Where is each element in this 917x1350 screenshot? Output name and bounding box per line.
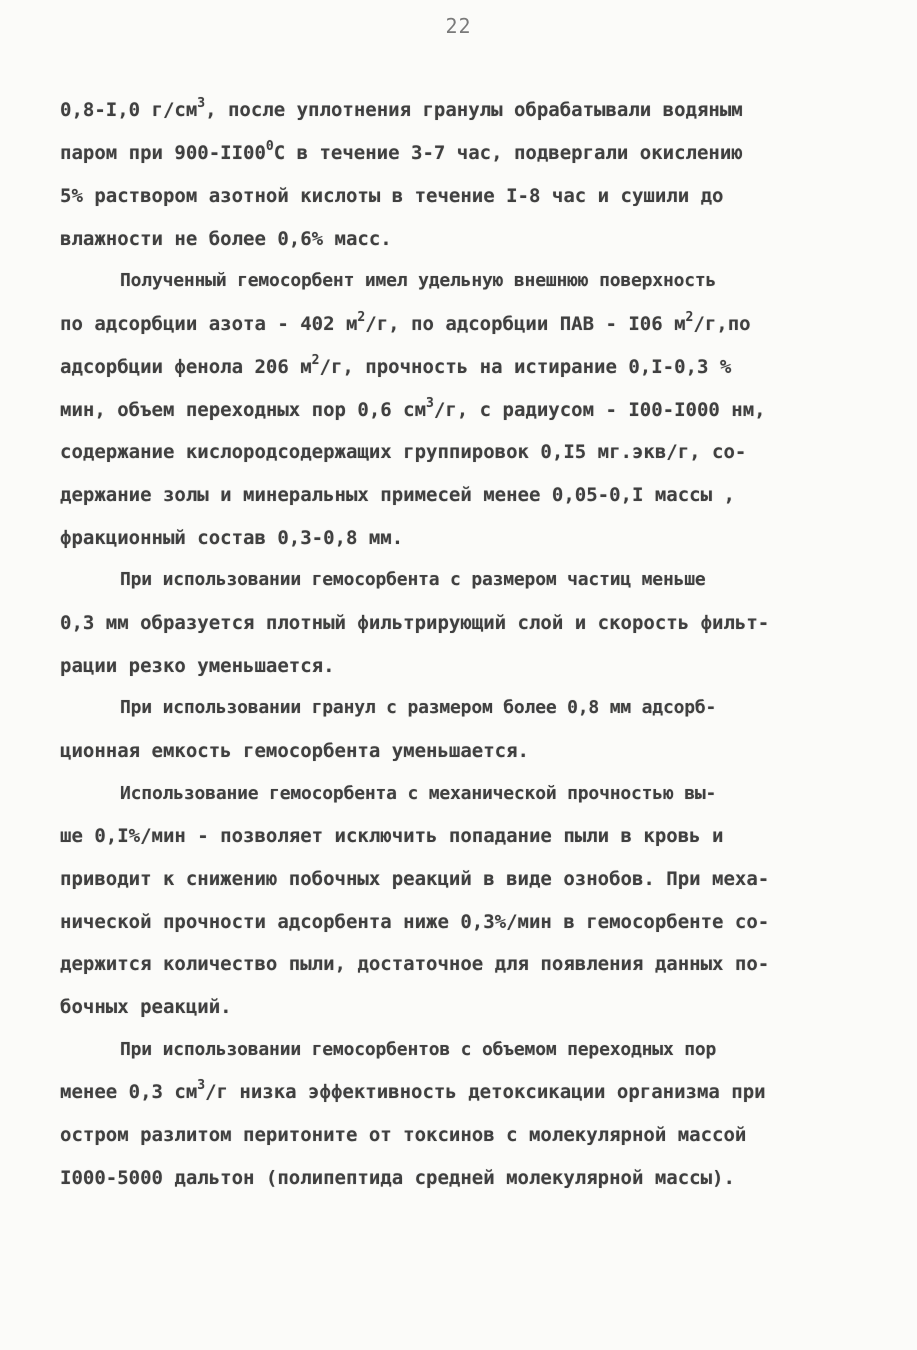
text-line: 5% раствором азотной кислоты в течение I-8 час и сушили до: [60, 185, 724, 207]
text-line: фракционный состав 0,3-0,8 мм.: [60, 527, 404, 549]
text-line: При использовании гемосорбента с размером частиц меньше: [120, 569, 706, 590]
text-line: паром при $900-II00^0С$ в течение 3-7 час, подвергали окислению: [60, 138, 743, 164]
text-line: Использование гемосорбента с механической прочностью вы-: [120, 783, 717, 804]
text-line: 0,8-I,0 $г/см^3$, после уплотнения гранулы обрабатывали водяным: [60, 95, 743, 121]
text-line: бочных реакций.: [60, 996, 232, 1018]
text-line: При использовании гемосорбентов с объемом переходных пор: [120, 1039, 717, 1060]
text-line: ционная емкость гемосорбента уменьшается.: [60, 740, 529, 762]
text-line: 0,3 мм образуется плотный фильтрирующий слой и скорость фильт-: [60, 612, 770, 634]
text-line: При использовании гранул с размером более 0,8 мм адсорб-: [120, 697, 717, 718]
text-line: по адсорбции азота - 402 $м^2/г$, по адсорбции ПАВ - I06 $м^2/г,по$: [60, 309, 751, 335]
text-line: содержание кислородсодержащих группировок 0,I5 мг.экв/г, со-: [60, 441, 747, 463]
text-line: адсорбции фенола 206 $м^2/г$, прочность на истирание 0,I-0,3 %: [60, 352, 732, 378]
text-line: I000-5000 дальтон (полипептида средней молекулярной массы).: [60, 1167, 735, 1189]
text-line: держится количество пыли, достаточное для появления данных по-: [60, 953, 770, 975]
text-line: влажности не более 0,6% масс.: [60, 228, 392, 250]
text-line: мин, объем переходных пор 0,6 $см^3/г$, с радиусом - I00-I000 нм,: [60, 395, 766, 421]
text-line: менее 0,3 $см^3/г$ низка эффективность детоксикации организма при: [60, 1077, 766, 1103]
text-line: Полученный гемосорбент имел удельную внешнюю поверхность: [120, 270, 717, 291]
page-number: 22: [445, 14, 472, 38]
text-line: приводит к снижению побочных реакций в виде ознобов. При меха-: [60, 868, 770, 890]
text-line: держание золы и минеральных примесей менее 0,05-0,I массы ,: [60, 484, 735, 506]
text-line: ше 0,I%/мин - позволяет исключить попадание пыли в кровь и: [60, 825, 724, 847]
text-line: нической прочности адсорбента ниже 0,3%/мин в гемосорбенте со-: [60, 911, 770, 933]
text-line: рации резко уменьшается.: [60, 655, 335, 677]
text-line: остром разлитом перитоните от токсинов с молекулярной массой: [60, 1124, 747, 1146]
